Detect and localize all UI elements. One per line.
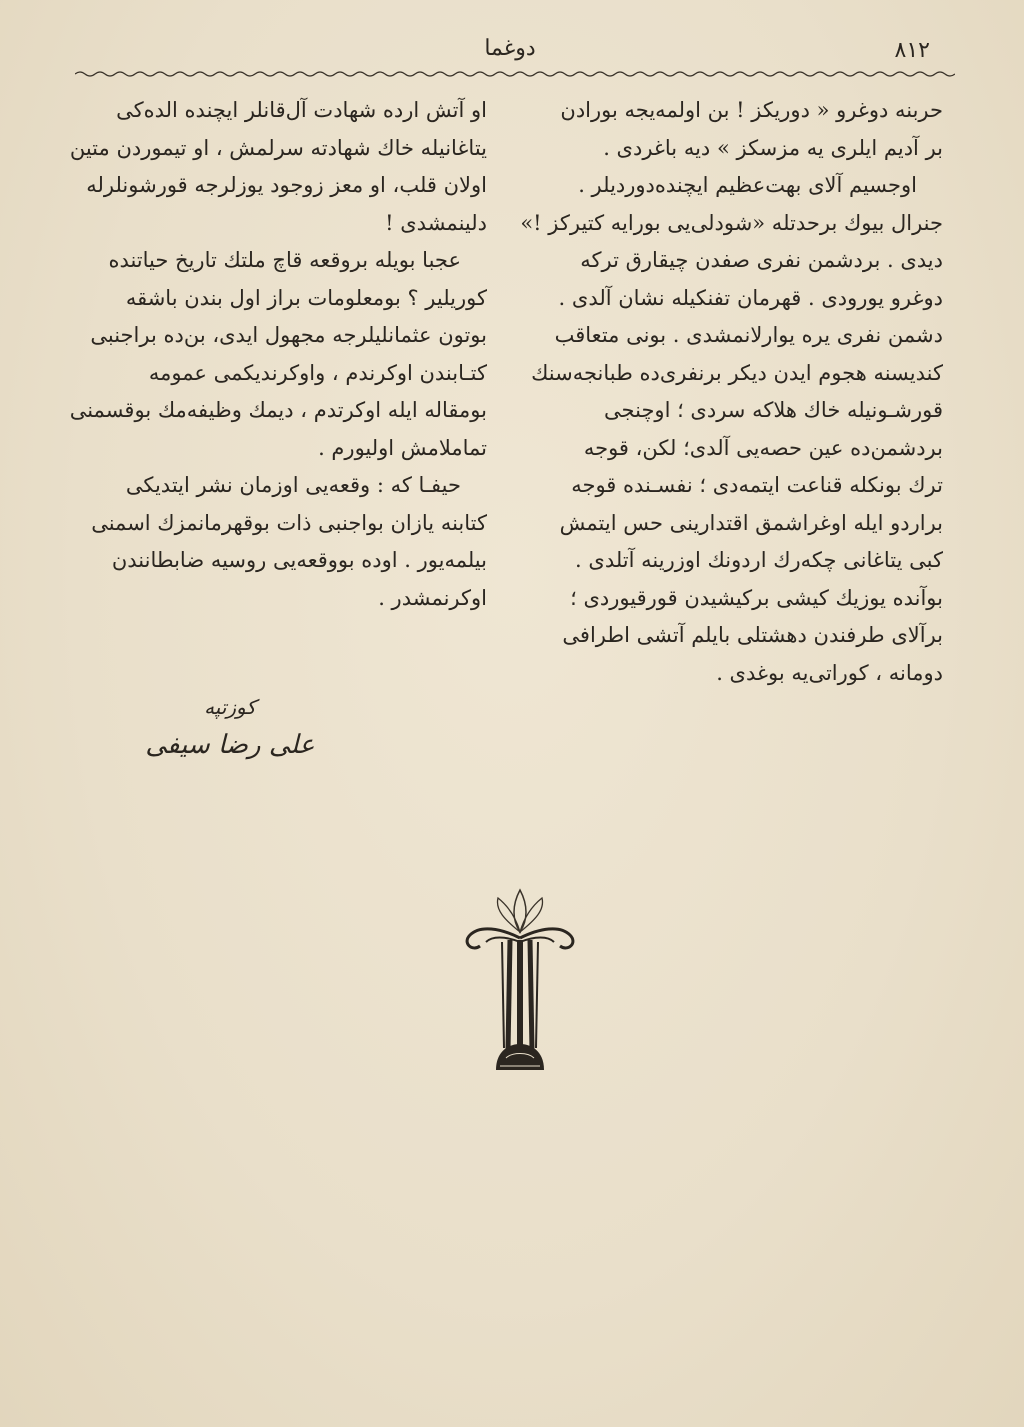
text-line: بومقاله ایله اوکرتدم ، دیمك وظیفه‌مك بوقسمنی: [69, 398, 487, 422]
text-line: حیفـا که : وقعه‌یی اوزمان نشر ایتدیکی: [125, 473, 461, 497]
text-line: تماملامش اولیورم .: [318, 435, 487, 460]
text-line: دلینمشدی !: [385, 210, 487, 235]
text-line: او آتش‌ ارده‌ شهادت آل‌قانلر ایچنده‌ الده‌کی: [116, 98, 487, 122]
header-wavy-rule: [75, 70, 955, 78]
text-line: اوجسیم آلای بهت‌عظیم ایچنده‌دوردیلر .: [578, 173, 917, 197]
text-line: عجبا بویله بروقعه قاچ ملتك تاریخ‌ حیاتنده: [108, 248, 461, 272]
text-line: یتاغانیله خاك شهادته سرلمش ، او تیموردن متین: [69, 135, 487, 160]
text-line: بوتون عثمانلیلرجه مجهول ایدی، بن‌ده‌ براجنبی: [90, 323, 487, 347]
text-line: بر آدیم ایلری‌ یه‌ مزسکز » دیه باغردی .: [603, 135, 943, 160]
text-line: دشمن نفری یره یوارلانمشدی . بونی متعاقب: [554, 323, 943, 347]
page-header: [70, 34, 950, 74]
signature-author: علی رضا سیفی: [145, 730, 315, 760]
text-line: برآلای طرفندن دهشتلی بایلم آتشی اطرافی: [562, 623, 943, 647]
right-column: [520, 92, 943, 692]
text-line: کتابنه یازان بواجنبی ذات بوقهرمانمزك اسمنی: [91, 510, 487, 535]
lotus-vase-ornament-icon: [450, 880, 590, 1080]
page-number: ٨١٢: [894, 38, 930, 63]
text-line: اوکرنمشدر .: [378, 585, 487, 610]
text-line: حربنه دوغرو « دوریکز ! بن اولمه‌یجه بورادن: [560, 98, 943, 122]
signature-location: کوزتپه: [204, 695, 256, 719]
text-line: کوریلیر ؟ بومعلومات براز اول بندن باشقه: [125, 285, 487, 310]
text-line: دیدی . بردشمن نفری صفدن چیقارق ترکه: [580, 248, 943, 272]
text-line: بردشمن‌ده عین حصه‌یی آلدی؛ لکن، قوجه: [583, 435, 943, 460]
text-line: بوآنده یوزیك کیشی برکیشیدن قورقیوردی ؛: [570, 585, 943, 610]
text-line: کتـابندن اوکرندم ، واوکرندیکمی عمومه: [148, 360, 487, 385]
text-line: بیلمه‌یور . اوده بووقعه‌یی روسیه ضابطانندن: [111, 548, 487, 572]
text-line: ترك بونکله قناعت ایتمه‌دی ؛ نفسـنده قوجه: [571, 473, 943, 497]
text-line: جنرال‌ بیوك برحدتله «شودلی‌یی بورایه‌ کتیرکز !»: [520, 210, 943, 235]
text-line: دومانه ، کوراتی‌یه بوغدی .: [716, 660, 943, 685]
text-line: اولان‌ قلب، او معز زوجود یوزلرجه‌ قورشونلرله: [86, 173, 487, 197]
left-column: [69, 92, 487, 617]
running-title: دوغما: [484, 36, 536, 61]
text-line: دوغرو یورودی . قهرمان‌ تفنکیله نشان آلدی .: [558, 285, 943, 310]
text-line: براردو ایله اوغراشمق اقتدارینی حس ایتمش: [559, 510, 943, 535]
text-line: کبی یتاغانی چکه‌رك اردونك اوزرینه آتلدی .: [575, 548, 943, 572]
text-line: کندیسنه هجوم ایدن‌ دیکر برنفری‌ده‌ طبانجه‌سنك: [531, 360, 943, 385]
text-line: قورشـونیله خاك هلاکه سردی ؛ اوچنجی: [604, 398, 943, 422]
